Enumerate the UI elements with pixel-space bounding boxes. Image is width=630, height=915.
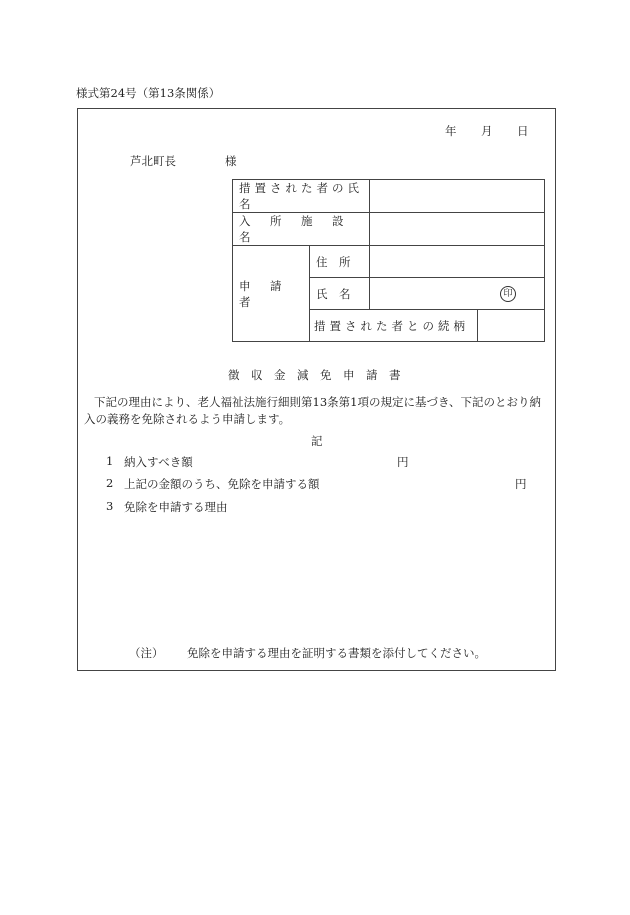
name-label: 氏 名 <box>310 278 370 310</box>
reason-area[interactable] <box>124 520 534 630</box>
applicant-table <box>232 179 545 342</box>
facility-field[interactable] <box>370 213 545 246</box>
document-title: 徴 収 金 減 免 申 請 書 <box>228 368 401 382</box>
body-text: 下記の理由により、老人福祉法施行細則第13条第1項の規定に基づき、下記のとおり納入の義務を免除されるよう申請します。 <box>84 395 541 426</box>
note-text: 免除を申請する理由を証明する書類を添付してください。 <box>187 646 486 660</box>
subject-name-label: 措置された者の氏名 <box>233 180 370 213</box>
applicant-label: 申 請 者 <box>233 246 310 342</box>
item-unit: 円 <box>515 477 527 491</box>
seal-mark: 印 <box>500 286 516 302</box>
note-label: （注） <box>129 646 164 660</box>
item-number: 1 <box>106 454 114 468</box>
item-text: 免除を申請する理由 <box>124 500 228 514</box>
table-row <box>233 180 545 213</box>
name-field[interactable] <box>370 278 545 310</box>
item-text: 上記の金額のうち、免除を申請する額 <box>124 477 320 491</box>
address-field[interactable] <box>370 246 545 278</box>
relation-field[interactable] <box>478 310 545 342</box>
form-label: 様式第24号（第13条関係） <box>76 86 221 100</box>
date-day: 日 <box>517 124 529 138</box>
date-month: 月 <box>481 124 493 138</box>
table-row <box>233 213 545 246</box>
date-year: 年 <box>445 124 457 138</box>
item-number: 3 <box>106 499 114 513</box>
ki-label: 記 <box>311 434 323 448</box>
table-row <box>233 246 545 278</box>
item-unit: 円 <box>397 455 409 469</box>
relation-label: 措置された者との続柄 <box>310 310 478 342</box>
addressee-name: 芦北町長 <box>130 154 176 168</box>
address-label: 住 所 <box>310 246 370 278</box>
item-number: 2 <box>106 476 114 490</box>
addressee-honorific: 様 <box>225 154 237 168</box>
subject-name-field[interactable] <box>370 180 545 213</box>
facility-label: 入 所 施 設 名 <box>233 213 370 246</box>
item-text: 納入すべき額 <box>124 455 193 469</box>
